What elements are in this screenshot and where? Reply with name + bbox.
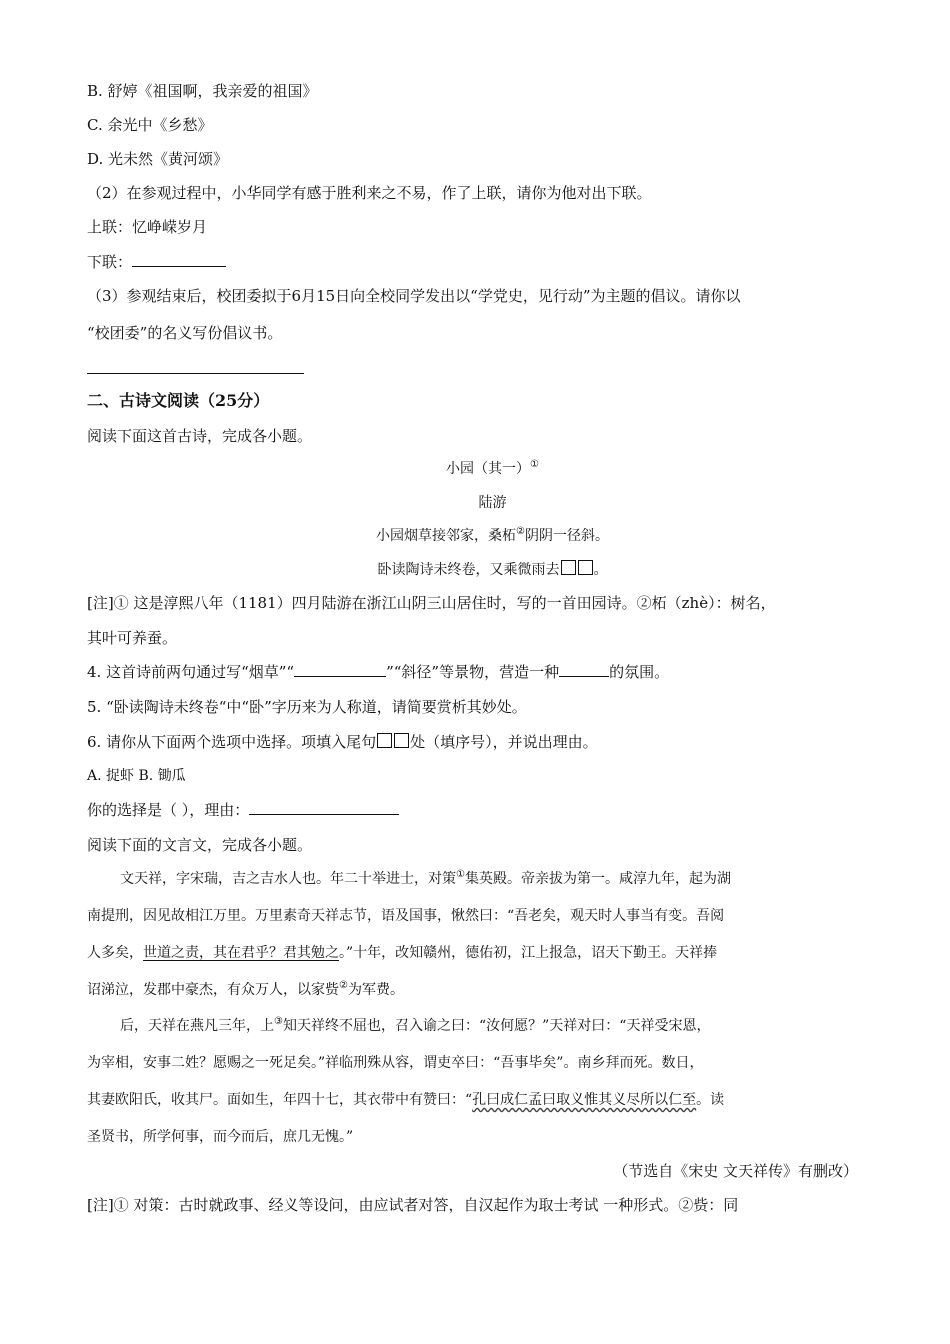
prose-p1-line4: 诏涕泣，发郡中豪杰，有众万人，以家赀②为军费。 <box>87 980 404 998</box>
missing-char-box <box>578 560 593 575</box>
question-6: 6. 请你从下面两个选项中选择。项填入尾句 处（填序号），并说出理由。 <box>87 733 598 751</box>
prose-instruction: 阅读下面的文言文，完成各小题。 <box>87 836 313 854</box>
box-icon <box>377 733 392 748</box>
question-5: 5. “卧读陶诗未终卷“中“卧”字历来为人称道，请简要赏析其妙处。 <box>87 698 527 716</box>
answer-line[interactable] <box>87 373 304 374</box>
question-1-3-line2: “校团委”的名义写份倡议书。 <box>87 324 283 342</box>
poem-line-1: 小园烟草接邻家，桑柘②阴阴一径斜。 <box>376 526 609 544</box>
option-c: C. 余光中《乡愁》 <box>87 116 213 134</box>
question-1-2: （2）在参观过程中，小华同学有感于胜利来之不易，作了上联，请你为他对出下联。 <box>87 184 652 202</box>
prose-p1-line3: 人多矣，世道之责，其在君乎？君其勉之。”十年，改知赣州，德佑初，江上报急，诏天下勤王。天祥捧 <box>87 945 718 961</box>
poem-note-line2: 其叶可养蚕。 <box>87 629 178 647</box>
prose-p2-line4: 圣贤书，所学何事，而今而后，庶几无愧。” <box>87 1129 354 1145</box>
question-1-3-line1: （3）参观结束后，校团委拟于6月15日向全校同学发出以“学党史，见行动”为主题的倡议。请你以 <box>87 287 741 305</box>
q4-blank-1[interactable] <box>294 662 386 677</box>
prose-p2-line1: 后，天祥在燕凡三年，上③知天祥终不屈也，召入谕之曰：“汝何愿？”天祥对曰：“天祥受宋恩， <box>120 1016 711 1034</box>
prose-p1-line2: 南提刑，因见故相江万里。万里素奇天祥志节，语及国事，愀然曰：“吾老矣，观天时人事当有变。吾阅 <box>87 908 725 924</box>
prose-p2-line3: 其妻欧阳氏，收其尸。面如生，年四十七，其衣带中有赞曰：“孔曰成仁孟曰取义惟其义尽所以仁至。读 <box>87 1092 725 1108</box>
upper-couplet: 上联：忆峥嵘岁月 <box>87 218 208 236</box>
reason-blank[interactable] <box>249 800 399 815</box>
prose-p2-line2: 为宰相，安事二姓？愿赐之一死足矣。”祥临刑殊从容，谓吏卒曰：“吾事毕矣”。南乡拜而死。数日， <box>87 1055 704 1071</box>
poem-note-line1: [注]① 这是淳熙八年（1181）四月陆游在浙江山阴三山居住时，写的一首田园诗。②柘（zhè）：树名， <box>87 594 776 612</box>
q4-blank-2[interactable] <box>559 662 609 677</box>
prose-source: （节选自《宋史 文天祥传》有删改） <box>613 1162 858 1180</box>
poem-instruction: 阅读下面这首古诗，完成各小题。 <box>87 427 313 445</box>
q6-answer: 你的选择是（ ），理由： <box>87 800 399 820</box>
poem-title: 小园（其一）① <box>446 459 539 477</box>
section-heading: 二、古诗文阅读（25分） <box>87 391 270 410</box>
wavy-underlined-sentence: 孔曰成仁孟曰取义惟其义尽所以仁至 <box>472 1092 697 1108</box>
option-b: B. 舒婷《祖国啊，我亲爱的祖国》 <box>87 82 318 100</box>
box-icon <box>394 733 409 748</box>
question-4: 4. 这首诗前两句通过写“烟草”“ ”“斜径”等景物，营造一种 的氛围。 <box>87 663 670 681</box>
option-d: D. 光未然《黄河颂》 <box>87 150 229 168</box>
underlined-sentence: 世道之责，其在君乎？君其勉之 <box>143 945 339 961</box>
lower-couplet <box>87 252 226 272</box>
answer-blank[interactable] <box>132 252 226 267</box>
lower-couplet-label: 下联： <box>87 253 133 271</box>
prose-note: [注]① 对策：古时就政事、经义等设问，由应试者对答，自汉起作为取士考试 一种形式。②赀：同 <box>87 1196 739 1214</box>
prose-p1-line1: 文天祥，字宋瑞，吉之吉水人也。年二十举进士，对策①集英殿。帝亲拔为第一。咸淳九年，起为湖 <box>120 869 731 887</box>
q6-options: A. 捉虾 B. 锄瓜 <box>87 768 186 784</box>
poem-author: 陆游 <box>478 495 507 511</box>
poem-line-2: 卧读陶诗未终卷，又乘微雨去 。 <box>377 562 608 578</box>
missing-char-box <box>561 560 576 575</box>
